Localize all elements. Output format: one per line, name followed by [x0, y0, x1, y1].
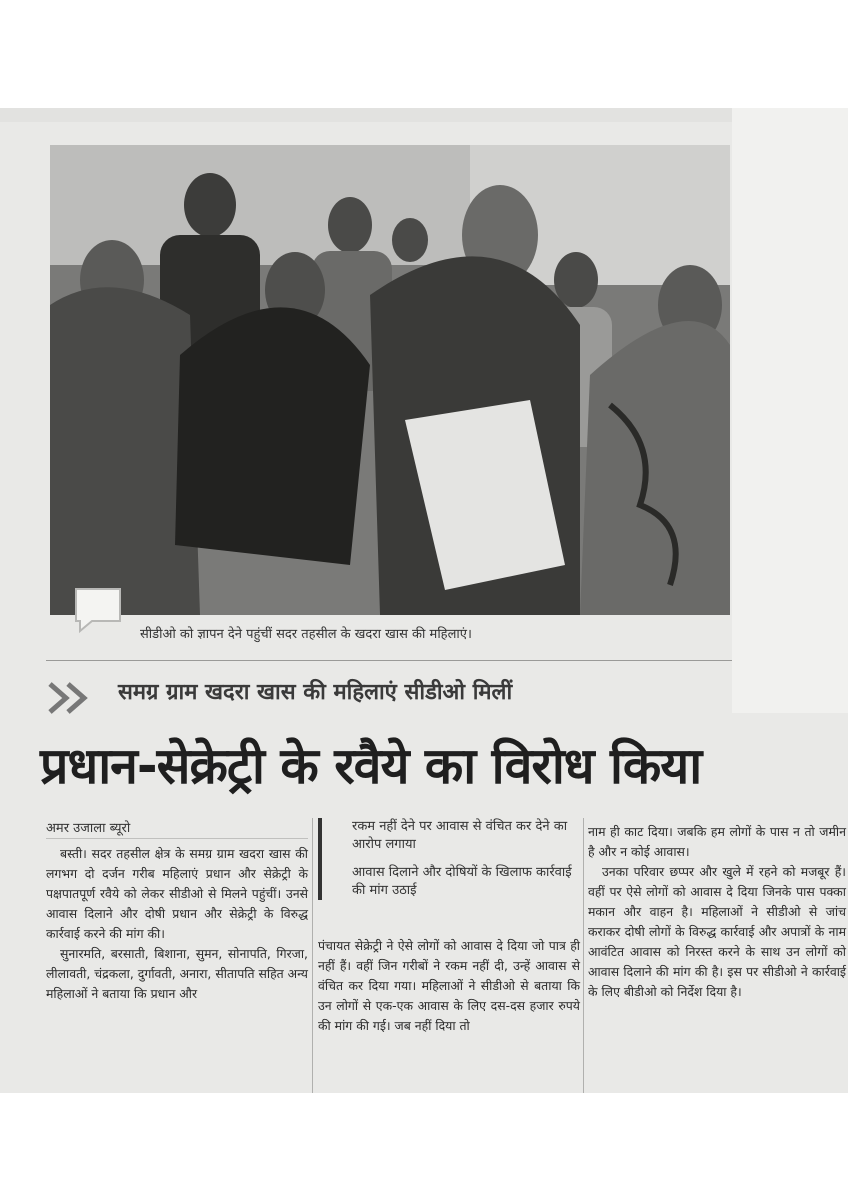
paragraph: बस्ती। सदर तहसील क्षेत्र के समग्र ग्राम खदरा खास की लगभग दो दर्जन गरीब महिलाएं प्रधान और सेक्रेट्री के पक्षपातपूर्ण रवैये को लेकर सीडीओ से मिलने पहुंचीं। उनसे आवास दिलाने और दोषी प्रधान और सेक्रेट्री के विरुद्ध कार्रवाई करने की मांग की। [46, 846, 308, 941]
paragraph: नाम ही काट दिया। जबकि हम लोगों के पास न तो जमीन है और न कोई आवास। [588, 824, 846, 859]
pull-quote-line-1: रकम नहीं देने पर आवास से वंचित कर देने का आरोप लगाया [352, 819, 568, 852]
kicker-subheading: समग्र ग्राम खदरा खास की महिलाएं सीडीओ मिलीं [118, 680, 513, 705]
blank-side-area [732, 108, 848, 713]
column-separator [312, 818, 313, 1093]
torn-top-edge [0, 108, 848, 122]
person-back-3 [392, 218, 428, 262]
column-separator [583, 818, 584, 1093]
pull-quote [318, 818, 580, 900]
divider [46, 660, 732, 661]
byline-rule [46, 838, 308, 839]
speech-bubble-icon [72, 585, 124, 635]
photo-caption: सीडीओ को ज्ञापन देने पहुंचीं सदर तहसील के खदरा खास की महिलाएं। [140, 627, 472, 642]
byline: अमर उजाला ब्यूरो [46, 821, 131, 836]
headline: प्रधान-सेक्रेट्री के रवैये का विरोध किया [40, 737, 702, 795]
news-photo [50, 145, 730, 615]
paragraph: सुनारमति, बरसाती, बिशाना, सुमन, सोनापति, गिरजा, लीलावती, चंद्रकला, दुर्गावती, अनारा, सीतापति सहित अन्य महिलाओं ने बताया कि प्रधान और [46, 946, 308, 1001]
article-column-1 [46, 844, 308, 1004]
article-column-3 [588, 822, 846, 1002]
article-column-2 [318, 936, 580, 1036]
paragraph: पंचायत सेक्रेट्री ने ऐसे लोगों को आवास दे दिया जो पात्र ही नहीं हैं। वहीं जिन गरीबों ने रकम नहीं दी, उन्हें आवास से वंचित कर दिया गया। महिलाओं ने सीडीओ से बताया कि उन लोगों से एक-एक आवास के लिए दस-दस हजार रुपये की मांग की गई। जब नहीं दिया तो [318, 938, 580, 1033]
pull-quote-line-2: आवास दिलाने और दोषियों के खिलाफ कार्रवाई की मांग उठाई [352, 865, 572, 898]
double-chevron-icon [46, 680, 94, 716]
paragraph: उनका परिवार छप्पर और खुले में रहने को मजबूर हैं। वहीं पर ऐसे लोगों को आवास दे दिया जिनके पास पक्का मकान और वाहन है। महिलाओं ने सीडीओ से जांच कराकर दोषी लोगों के विरुद्ध कार्रवाई और अपात्रों के नाम आवंटित आवास को निरस्त करने के साथ उन लोगों को आवास दिलाने की मांग की है। इस पर सीडीओ ने कार्रवाई के लिए बीडीओ को निर्देश दिया है। [588, 864, 846, 999]
